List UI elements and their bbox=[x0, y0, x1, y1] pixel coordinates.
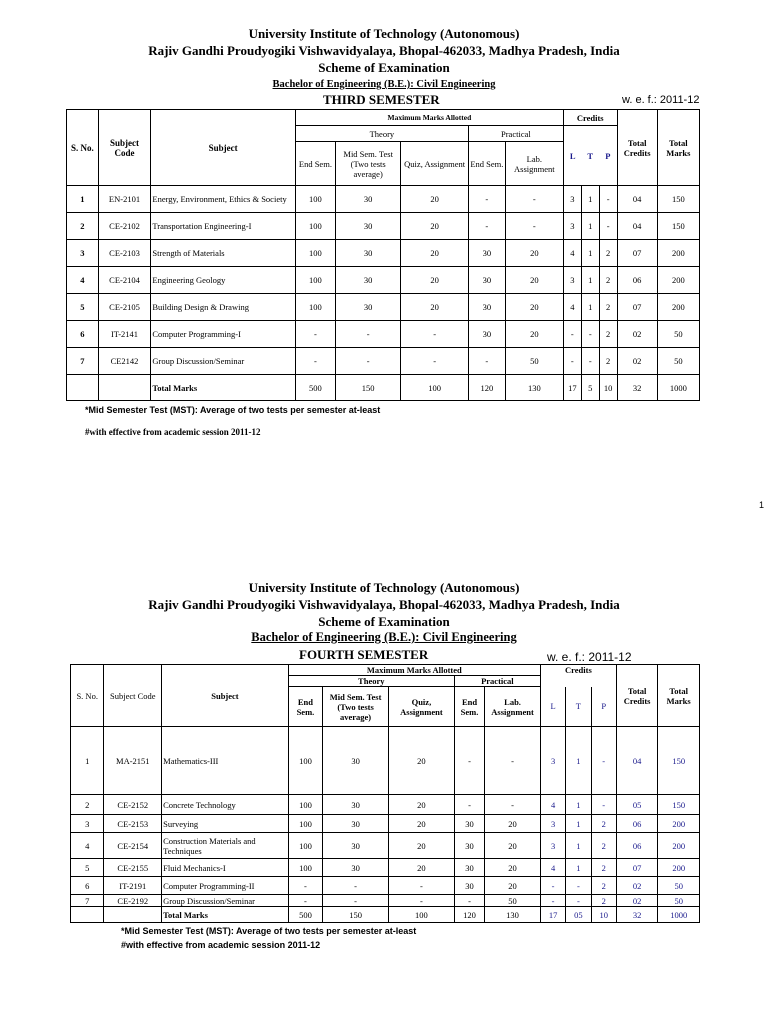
table-row bbox=[67, 294, 700, 321]
cell-tm: 50 bbox=[658, 895, 700, 907]
cell-t: 1 bbox=[581, 186, 599, 213]
cell-quiz: 20 bbox=[401, 294, 469, 321]
cell-pend: 30 bbox=[468, 321, 505, 348]
cell-lab: 20 bbox=[505, 267, 563, 294]
cell-p: - bbox=[591, 727, 616, 795]
cell-quiz: - bbox=[388, 895, 454, 907]
total-p: 10 bbox=[599, 375, 617, 401]
cell-tm: 150 bbox=[657, 186, 699, 213]
cell-code: IT-2191 bbox=[104, 877, 162, 895]
col-prac-end: End Sem. bbox=[454, 687, 484, 727]
cell-mid: 30 bbox=[323, 859, 389, 877]
cell-subject: Surveying bbox=[162, 815, 289, 833]
cell-quiz: 20 bbox=[401, 186, 469, 213]
col-quiz: Quiz, Assignment bbox=[401, 142, 469, 186]
cell-quiz: 20 bbox=[401, 267, 469, 294]
cell-l: - bbox=[563, 321, 581, 348]
cell-p: - bbox=[599, 186, 617, 213]
cell-l: 4 bbox=[540, 859, 565, 877]
semester-title: FOURTH SEMESTER bbox=[299, 647, 429, 662]
note-effective: #with effective from academic session 2011-12 bbox=[121, 940, 321, 950]
col-mid-sem: Mid Sem. Test (Two tests average) bbox=[323, 687, 389, 727]
cell-mid: - bbox=[335, 321, 400, 348]
cell-end: 100 bbox=[288, 859, 322, 877]
cell-l: - bbox=[540, 895, 565, 907]
cell-code: CE-2152 bbox=[104, 795, 162, 815]
cell-code: CE-2103 bbox=[98, 240, 151, 267]
cell-empty bbox=[98, 375, 151, 401]
cell-code: CE-2104 bbox=[98, 267, 151, 294]
note-effective: #with effective from academic session 2011-12 bbox=[85, 427, 261, 437]
scheme-title: Scheme of Examination bbox=[318, 60, 450, 75]
cell-tc: 04 bbox=[617, 213, 657, 240]
cell-end: 100 bbox=[295, 186, 335, 213]
third-semester-table bbox=[66, 109, 700, 401]
cell-l: 4 bbox=[563, 294, 581, 321]
cell-tc: 05 bbox=[616, 795, 658, 815]
total-row bbox=[71, 907, 700, 923]
total-tc: 32 bbox=[616, 907, 658, 923]
cell-mid: - bbox=[323, 877, 389, 895]
cell-end: 100 bbox=[288, 795, 322, 815]
col-credits: Credits bbox=[540, 665, 616, 687]
cell-mid: 30 bbox=[335, 186, 400, 213]
cell-p: 2 bbox=[599, 240, 617, 267]
cell-quiz: 20 bbox=[388, 727, 454, 795]
col-sno: S. No. bbox=[67, 110, 99, 186]
total-quiz: 100 bbox=[401, 375, 469, 401]
degree-title: Bachelor of Engineering (B.E.): Civil Engineering bbox=[272, 79, 496, 90]
cell-sno: 7 bbox=[71, 895, 104, 907]
cell-mid: 30 bbox=[335, 294, 400, 321]
cell-code: CE-2192 bbox=[104, 895, 162, 907]
cell-end: 100 bbox=[295, 213, 335, 240]
cell-sno: 4 bbox=[71, 833, 104, 859]
cell-end: - bbox=[288, 877, 322, 895]
col-p: P bbox=[591, 687, 616, 727]
table-row bbox=[67, 186, 700, 213]
cell-code: IT-2141 bbox=[98, 321, 151, 348]
cell-lab: - bbox=[505, 213, 563, 240]
cell-pend: 30 bbox=[468, 240, 505, 267]
col-code: Subject Code bbox=[98, 110, 151, 186]
cell-sno: 3 bbox=[71, 815, 104, 833]
cell-subject: Computer Programming-I bbox=[151, 321, 296, 348]
table-row bbox=[67, 348, 700, 375]
cell-end: 100 bbox=[295, 240, 335, 267]
scheme-title: Scheme of Examination bbox=[318, 614, 450, 629]
cell-l: 3 bbox=[563, 186, 581, 213]
cell-code: CE-2153 bbox=[104, 815, 162, 833]
total-label: Total Marks bbox=[151, 375, 296, 401]
cell-tm: 200 bbox=[657, 267, 699, 294]
cell-pend: - bbox=[454, 895, 484, 907]
total-tm: 1000 bbox=[657, 375, 699, 401]
table-row bbox=[71, 795, 700, 815]
cell-pend: - bbox=[468, 348, 505, 375]
cell-p: 2 bbox=[599, 321, 617, 348]
col-subject: Subject bbox=[162, 665, 289, 727]
cell-p: - bbox=[591, 795, 616, 815]
cell-tm: 150 bbox=[658, 795, 700, 815]
total-label: Total Marks bbox=[162, 907, 289, 923]
col-practical: Practical bbox=[454, 676, 540, 687]
total-lab: 130 bbox=[485, 907, 541, 923]
total-mid: 150 bbox=[323, 907, 389, 923]
cell-tm: 150 bbox=[657, 213, 699, 240]
cell-mid: 30 bbox=[323, 727, 389, 795]
cell-p: 2 bbox=[599, 267, 617, 294]
cell-pend: 30 bbox=[454, 815, 484, 833]
cell-quiz: - bbox=[401, 348, 469, 375]
cell-sno: 1 bbox=[67, 186, 99, 213]
col-ltp-group bbox=[563, 126, 617, 186]
col-theory: Theory bbox=[295, 126, 468, 142]
cell-code: CE-2154 bbox=[104, 833, 162, 859]
col-lab: Lab. Assignment bbox=[485, 687, 541, 727]
total-row bbox=[67, 375, 700, 401]
total-pend: 120 bbox=[454, 907, 484, 923]
cell-quiz: 20 bbox=[388, 795, 454, 815]
col-mid-sem: Mid Sem. Test (Two tests average) bbox=[335, 142, 400, 186]
cell-sno: 7 bbox=[67, 348, 99, 375]
cell-tc: 06 bbox=[616, 815, 658, 833]
cell-tm: 200 bbox=[658, 833, 700, 859]
col-subject: Subject bbox=[151, 110, 296, 186]
cell-subject: Concrete Technology bbox=[162, 795, 289, 815]
fourth-semester-table bbox=[70, 664, 700, 923]
col-end-sem: End Sem. bbox=[288, 687, 322, 727]
cell-tm: 200 bbox=[658, 815, 700, 833]
cell-lab: 20 bbox=[485, 815, 541, 833]
cell-pend: - bbox=[468, 213, 505, 240]
cell-sno: 3 bbox=[67, 240, 99, 267]
cell-lab: 20 bbox=[505, 294, 563, 321]
cell-sno: 6 bbox=[67, 321, 99, 348]
cell-tc: 02 bbox=[617, 321, 657, 348]
col-practical: Practical bbox=[468, 126, 563, 142]
cell-sno: 4 bbox=[67, 267, 99, 294]
cell-tc: 04 bbox=[617, 186, 657, 213]
wef-label: w. e. f.: 2011-12 bbox=[622, 94, 700, 106]
cell-tm: 150 bbox=[658, 727, 700, 795]
cell-t: 1 bbox=[566, 815, 591, 833]
cell-l: 3 bbox=[540, 833, 565, 859]
cell-l: 4 bbox=[563, 240, 581, 267]
cell-lab: 20 bbox=[485, 833, 541, 859]
cell-sno: 6 bbox=[71, 877, 104, 895]
note-mst: *Mid Semester Test (MST): Average of two tests per semester at-least bbox=[121, 926, 417, 936]
total-t: 05 bbox=[566, 907, 591, 923]
cell-sno: 5 bbox=[67, 294, 99, 321]
cell-t: - bbox=[581, 348, 599, 375]
wef-label: w. e. f.: 2011-12 bbox=[547, 650, 632, 664]
cell-l: 3 bbox=[540, 727, 565, 795]
cell-tc: 07 bbox=[617, 240, 657, 267]
table-row bbox=[71, 859, 700, 877]
cell-tm: 200 bbox=[657, 294, 699, 321]
cell-p: 2 bbox=[591, 877, 616, 895]
cell-lab: - bbox=[485, 795, 541, 815]
col-code: Subject Code bbox=[104, 665, 162, 727]
cell-lab: 20 bbox=[505, 240, 563, 267]
cell-lab: - bbox=[485, 727, 541, 795]
page-number: 1 bbox=[758, 500, 764, 510]
cell-mid: 30 bbox=[335, 267, 400, 294]
col-total-marks: Total Marks bbox=[657, 110, 699, 186]
cell-l: - bbox=[540, 877, 565, 895]
cell-l: - bbox=[563, 348, 581, 375]
cell-subject: Strength of Materials bbox=[151, 240, 296, 267]
col-l: L bbox=[540, 687, 565, 727]
cell-tc: 06 bbox=[617, 267, 657, 294]
col-end-sem: End Sem. bbox=[295, 142, 335, 186]
cell-p: 2 bbox=[591, 815, 616, 833]
total-end: 500 bbox=[295, 375, 335, 401]
cell-code: CE2142 bbox=[98, 348, 151, 375]
table-row bbox=[71, 833, 700, 859]
total-tc: 32 bbox=[617, 375, 657, 401]
degree-title: Bachelor of Engineering (B.E.): Civil Engineering bbox=[251, 630, 517, 644]
col-t: T bbox=[587, 150, 594, 161]
cell-lab: 20 bbox=[485, 859, 541, 877]
cell-mid: 30 bbox=[323, 815, 389, 833]
total-tm: 1000 bbox=[658, 907, 700, 923]
cell-p: 2 bbox=[599, 294, 617, 321]
cell-tc: 07 bbox=[617, 294, 657, 321]
cell-pend: - bbox=[468, 186, 505, 213]
cell-l: 4 bbox=[540, 795, 565, 815]
cell-quiz: 20 bbox=[388, 859, 454, 877]
col-prac-end: End Sem. bbox=[468, 142, 505, 186]
table-row bbox=[67, 213, 700, 240]
cell-subject: Engineering Geology bbox=[151, 267, 296, 294]
cell-mid: 30 bbox=[335, 240, 400, 267]
col-l: L bbox=[569, 150, 576, 161]
cell-empty bbox=[71, 907, 104, 923]
total-lab: 130 bbox=[505, 375, 563, 401]
cell-subject: Construction Materials and Techniques bbox=[162, 833, 289, 859]
cell-code: EN-2101 bbox=[98, 186, 151, 213]
table-row bbox=[67, 240, 700, 267]
cell-lab: - bbox=[505, 186, 563, 213]
cell-pend: 30 bbox=[468, 294, 505, 321]
cell-mid: - bbox=[335, 348, 400, 375]
cell-code: CE-2105 bbox=[98, 294, 151, 321]
cell-tm: 200 bbox=[657, 240, 699, 267]
total-l: 17 bbox=[540, 907, 565, 923]
col-total-credits: Total Credits bbox=[616, 665, 658, 727]
cell-sno: 1 bbox=[71, 727, 104, 795]
cell-tm: 50 bbox=[657, 321, 699, 348]
cell-t: - bbox=[581, 321, 599, 348]
col-total-marks: Total Marks bbox=[658, 665, 700, 727]
table-row bbox=[71, 877, 700, 895]
cell-quiz: 20 bbox=[388, 833, 454, 859]
col-sno: S. No. bbox=[71, 665, 104, 727]
cell-t: 1 bbox=[581, 267, 599, 294]
semester-title: THIRD SEMESTER bbox=[323, 92, 440, 107]
table-row bbox=[67, 267, 700, 294]
cell-end: - bbox=[288, 895, 322, 907]
col-lab: Lab. Assignment bbox=[505, 142, 563, 186]
cell-sno: 5 bbox=[71, 859, 104, 877]
cell-tm: 50 bbox=[657, 348, 699, 375]
cell-tc: 02 bbox=[616, 895, 658, 907]
table-row bbox=[67, 321, 700, 348]
total-mid: 150 bbox=[335, 375, 400, 401]
cell-end: 100 bbox=[295, 267, 335, 294]
cell-t: - bbox=[566, 877, 591, 895]
cell-subject: Mathematics-III bbox=[162, 727, 289, 795]
cell-quiz: - bbox=[401, 321, 469, 348]
cell-l: 3 bbox=[540, 815, 565, 833]
cell-quiz: 20 bbox=[401, 240, 469, 267]
university-title: Rajiv Gandhi Proudyogiki Vishwavidyalaya, Bhopal-462033, Madhya Pradesh, India bbox=[148, 43, 620, 58]
cell-p: 2 bbox=[591, 895, 616, 907]
total-l: 17 bbox=[563, 375, 581, 401]
cell-t: 1 bbox=[581, 240, 599, 267]
cell-sno: 2 bbox=[67, 213, 99, 240]
total-quiz: 100 bbox=[388, 907, 454, 923]
cell-quiz: - bbox=[388, 877, 454, 895]
cell-subject: Building Design & Drawing bbox=[151, 294, 296, 321]
total-pend: 120 bbox=[468, 375, 505, 401]
institute-title: University Institute of Technology (Autonomous) bbox=[248, 580, 520, 595]
col-p: P bbox=[605, 150, 611, 161]
cell-subject: Group Discussion/Seminar bbox=[162, 895, 289, 907]
cell-empty bbox=[104, 907, 162, 923]
note-mst: *Mid Semester Test (MST): Average of two tests per semester at-least bbox=[85, 405, 381, 415]
cell-l: 3 bbox=[563, 267, 581, 294]
cell-t: - bbox=[566, 895, 591, 907]
university-title: Rajiv Gandhi Proudyogiki Vishwavidyalaya, Bhopal-462033, Madhya Pradesh, India bbox=[148, 597, 620, 612]
cell-t: 1 bbox=[566, 833, 591, 859]
cell-mid: - bbox=[323, 895, 389, 907]
cell-pend: 30 bbox=[454, 859, 484, 877]
cell-p: 2 bbox=[591, 859, 616, 877]
col-t: T bbox=[566, 687, 591, 727]
cell-mid: 30 bbox=[323, 795, 389, 815]
cell-quiz: 20 bbox=[401, 213, 469, 240]
total-t: 5 bbox=[581, 375, 599, 401]
fourth-semester-rows bbox=[71, 727, 700, 923]
cell-mid: 30 bbox=[335, 213, 400, 240]
cell-end: 100 bbox=[288, 833, 322, 859]
cell-subject: Transportation Engineering-I bbox=[151, 213, 296, 240]
col-quiz: Quiz, Assignment bbox=[388, 687, 454, 727]
cell-t: 1 bbox=[581, 213, 599, 240]
table-row bbox=[71, 727, 700, 795]
cell-empty bbox=[67, 375, 99, 401]
cell-tm: 200 bbox=[658, 859, 700, 877]
cell-end: - bbox=[295, 348, 335, 375]
cell-code: MA-2151 bbox=[104, 727, 162, 795]
col-max-marks: Maximum Marks Allotted bbox=[295, 110, 563, 126]
table-row bbox=[71, 895, 700, 907]
cell-pend: 30 bbox=[454, 833, 484, 859]
total-end: 500 bbox=[288, 907, 322, 923]
cell-tc: 04 bbox=[616, 727, 658, 795]
institute-title: University Institute of Technology (Autonomous) bbox=[248, 26, 520, 41]
cell-sno: 2 bbox=[71, 795, 104, 815]
cell-p: - bbox=[599, 213, 617, 240]
cell-pend: - bbox=[454, 795, 484, 815]
cell-pend: 30 bbox=[468, 267, 505, 294]
cell-subject: Group Discussion/Seminar bbox=[151, 348, 296, 375]
cell-lab: 20 bbox=[485, 877, 541, 895]
cell-l: 3 bbox=[563, 213, 581, 240]
cell-lab: 20 bbox=[505, 321, 563, 348]
cell-quiz: 20 bbox=[388, 815, 454, 833]
cell-t: 1 bbox=[566, 727, 591, 795]
cell-subject: Computer Programming-II bbox=[162, 877, 289, 895]
col-theory: Theory bbox=[288, 676, 454, 687]
cell-lab: 50 bbox=[485, 895, 541, 907]
col-max-marks: Maximum Marks Allotted bbox=[288, 665, 540, 676]
cell-subject: Energy, Environment, Ethics & Society bbox=[151, 186, 296, 213]
cell-code: CE-2155 bbox=[104, 859, 162, 877]
total-p: 10 bbox=[591, 907, 616, 923]
cell-end: 100 bbox=[288, 727, 322, 795]
col-total-credits: Total Credits bbox=[617, 110, 657, 186]
cell-tm: 50 bbox=[658, 877, 700, 895]
cell-tc: 06 bbox=[616, 833, 658, 859]
cell-t: 1 bbox=[581, 294, 599, 321]
cell-tc: 02 bbox=[617, 348, 657, 375]
cell-subject: Fluid Mechanics-I bbox=[162, 859, 289, 877]
third-semester-rows bbox=[67, 186, 700, 401]
cell-pend: 30 bbox=[454, 877, 484, 895]
cell-p: 2 bbox=[599, 348, 617, 375]
cell-tc: 07 bbox=[616, 859, 658, 877]
cell-end: - bbox=[295, 321, 335, 348]
cell-t: 1 bbox=[566, 795, 591, 815]
cell-pend: - bbox=[454, 727, 484, 795]
cell-mid: 30 bbox=[323, 833, 389, 859]
cell-p: 2 bbox=[591, 833, 616, 859]
cell-end: 100 bbox=[295, 294, 335, 321]
table-row bbox=[71, 815, 700, 833]
cell-tc: 02 bbox=[616, 877, 658, 895]
cell-lab: 50 bbox=[505, 348, 563, 375]
cell-end: 100 bbox=[288, 815, 322, 833]
col-credits: Credits bbox=[563, 110, 617, 126]
cell-t: 1 bbox=[566, 859, 591, 877]
cell-code: CE-2102 bbox=[98, 213, 151, 240]
